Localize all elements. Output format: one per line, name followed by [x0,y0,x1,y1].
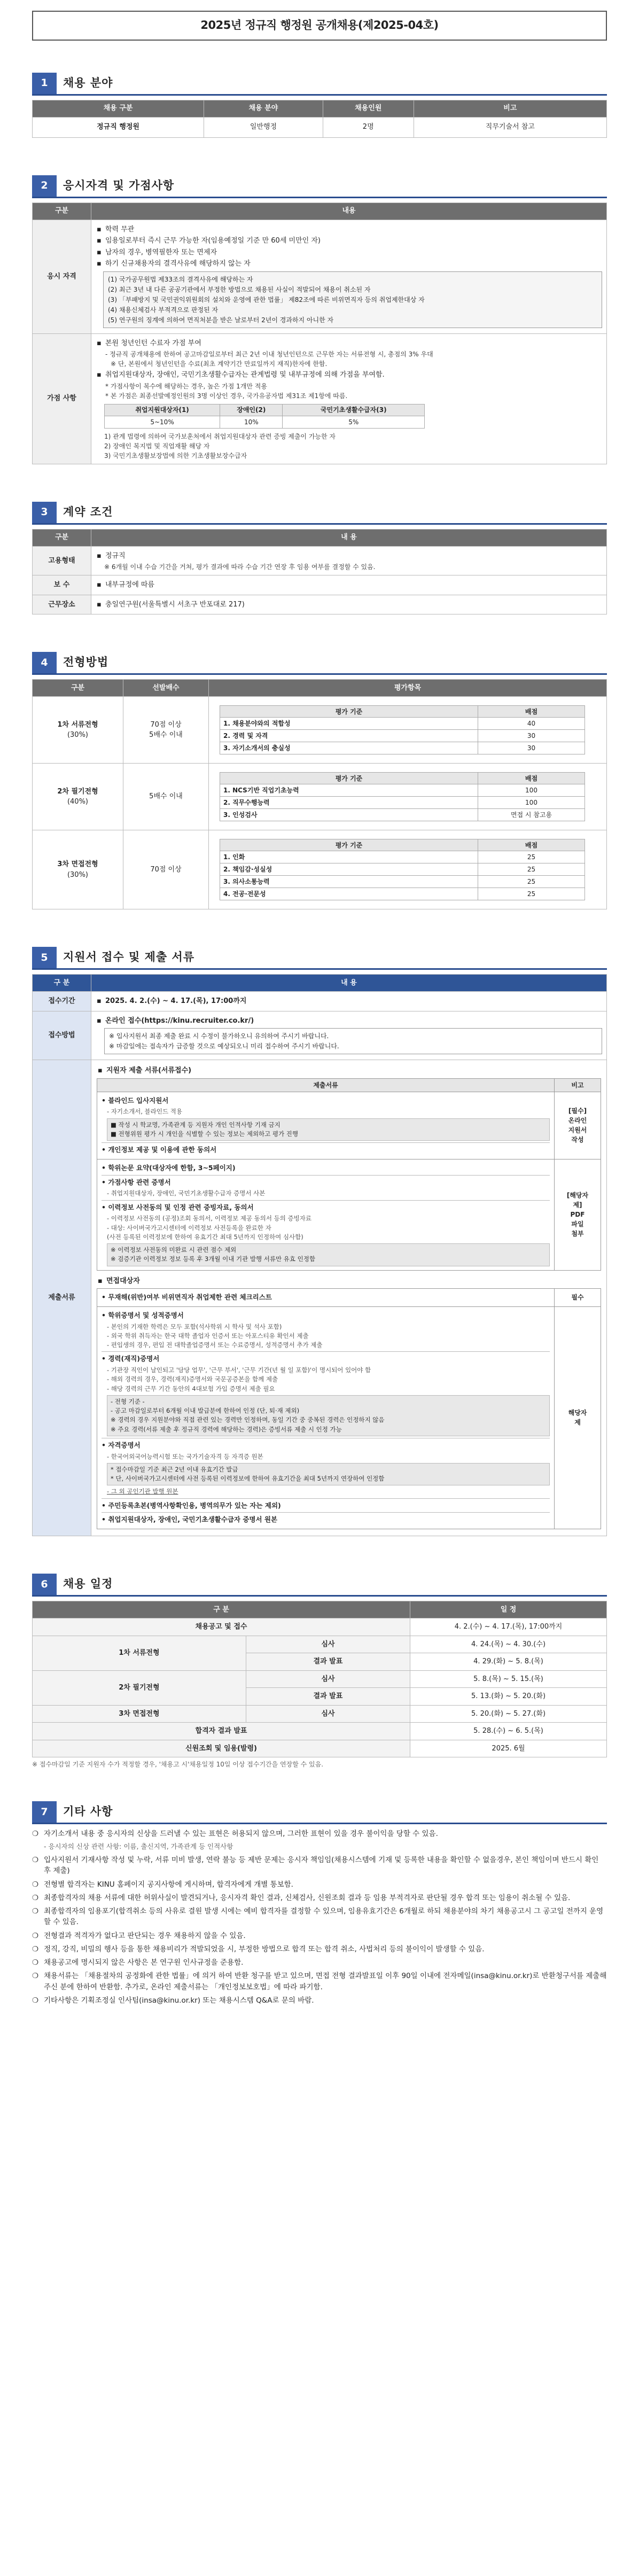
table-header: 내 용 [91,975,607,992]
section-title: 계약 조건 [63,505,113,518]
section-header [32,175,607,198]
section-3 [32,502,607,615]
section-title: 기타 사항 [63,1805,113,1818]
criteria-table: 평가 기준 배점 1. NCS기반 직업기초능력 100 2. 직무수행능력 100 3. 인성검사 면접 시 참고용 [220,772,585,821]
table-header: 평가항목 [209,680,607,697]
list-item: ▪ 본원 청년인턴 수료자 가점 부여 [97,339,201,347]
section-title: 지원서 접수 및 제출 서류 [63,951,195,964]
table-header: 채용 구분 [33,100,204,117]
document-item: • 취업지원대상자, 장애인, 국민기초생활수급자 증명서 원본 [102,1512,550,1525]
table-header: 일 정 [410,1601,607,1618]
selection-method-table [32,679,607,909]
table-cell: 일반행정 [204,117,323,137]
section-header [32,1574,607,1597]
row-label: 가점 사항 [33,333,91,464]
list-item: ▪ 남자의 경우, 병역필한자 또는 면제자 [97,248,217,256]
table-header: 채용 분야 [204,100,323,117]
table-cell: 2명 [323,117,414,137]
list-item: ❍ 채용공고에 명시되지 않은 사항은 본 연구원 인사규정을 준용함. [32,1958,244,1967]
list-item: ▪ 지원자 제출 서류(서류접수) [98,1067,192,1075]
list-item: ▪ 정규직 [97,551,126,560]
table-header: 구 분 [33,975,91,992]
document-list-2: • 무재해(위반)여부 비위면직자 취업제한 관련 체크리스트 필수 • 학위증명서 및 성적증명서 - 본인의 기재한 학력은 모두 포함(석사학위 시 학사 및 석사 포함) - 외국 학위 취득자는 한국 대학 졸업자 인증서 또는 아포스티유 확인서 제출 - 편입생의 경우, 편입 전 대학졸업증명서 또는 수료증명서, 성적증명서 추가 제출 • 경력(재직)증명서 - 기관장 직인이 날인되고 '담당 업무', '근무 부서', '근무 기간(년 월 일 포함)'이 명시되어 있어야 함 - 해외 경력의 경우, 경력(재직)증명서와 국문공증본을 함께 제출 - 해당 경력의 근무 기간 동안의 4대보험 가입 증명서 제출 필요 - 전형 기준 - - 공고 마감일로부터 6개월 이내 발급분에 한하여 인정 (단, 퇴·재 제외) ※ 경력의 경우 지원분야와 직접 관련 있는 경력만 인정하며, 동일 기간 중 중복된 경력은 인정하지 않음 ※ 주요 경력(서류 제출 후 정규직 경력에 해당하는 경력)은 증빙서류 제출 시 인정 가능 • 자격증명서 - 한국어외국어능력시험 또는 국가기술자격 등 자격증 원본 * 접수마감일 기준 최근 2년 이내 유효기간 발급 * 단, 사이버국가고시센터에 사전 등록된 이력정보에 한하여 유효기간을 최대 5년까지 연장하여 인정함 - 그 외 공인기관 발행 원본 • 주민등록초본(병역사항확인용, 병역의무가 있는 자는 제외) • 취업지원대상자, 장애인, 국민기초생활수급자 증명서 원본 해당자 제 [97,1288,601,1529]
list-item: ❍ 최종합격자의 임용포기(합격취소 등의 사유로 결원 발생 시에는 예비 합격자를 결정할 수 있으며, 임용유효기간은 6개월로 하되 채용분야의 차기 채용공고시 그 공고일 전까지 운영할 수 있음. [32,1907,604,1927]
section-6 [32,1574,607,1769]
etc-list: ❍ 자기소개서 내용 중 응시자의 신상을 드러낼 수 있는 표현은 허용되지 않으며, 그러한 표현이 있을 경우 불이익을 당할 수 있음. - 응시자의 신상 관련 사항: 이름, 출신지역, 가족관계 등 인적사항 ❍ 입사지원서 기재사항 작성 및 누락, 서류 미비 발생, 연락 불능 등 제반 문제는 응시자 책임임(채용시스템에 기재 및 등록한 내용을 확인할 수 없을경우, 본인 책임이며 반드시 확인 후 제출) ❍ 전형별 합격자는 KINU 홈페이지 공지사항에 게시하며, 합격자에게 개별 통보함. ❍ 최종합격자의 채용 서류에 대한 허위사실이 발견되거나, 응시자격 확인 결과, 신체검사, 신원조회 결과 등 임용 부적격자로 판단될 경우 합격 또는 임용이 취소될 수 있음. ❍ 최종합격자의 임용포기(합격취소 등의 사유로 결원 발생 시에는 예비 합격자를 결정할 수 있으며, 임용유효기간은 6개월로 하되 채용분야의 차기 채용공고시 그 공고일 전까지 운영할 수 있음. ❍ 전형결과 적격자가 없다고 판단되는 경우 채용하지 않을 수 있음. ❍ 정직, 강직, 비밀의 행사 등을 통한 채용비리가 적발되었을 시, 부정한 방법으로 합격 또는 합격 취소, 사법처리 등의 불이익이 발생할 수 있음. ❍ 채용공고에 명시되지 않은 사항은 본 연구원 인사규정을 준용함. ❍ 채용서류는 「채용절차의 공정화에 관한 법률」에 의거 하여 반환 청구를 받고 있으며, 면접 전형 결과발표일 이후 90일 이내에 전자메일(insa@kinu.or.kr)로 반환청구서를 제출해주신 분에 한하여 반환함. 추가로, 온라인 제출서류는 「개인정보보호법」에 따라 파기함. ❍ 기타사항은 기획조정실 인사팀(insa@kinu.or.kr) 또는 채용시스템 Q&A로 문의 바람. [32,1828,607,2006]
document-item: • 주민등록초본(병역사항확인용, 병역의무가 있는 자는 제외) [102,1498,550,1511]
section-number: 6 [32,1574,57,1595]
list-item: ❍ 자기소개서 내용 중 응시자의 신상을 드러낼 수 있는 표현은 허용되지 않으며, 그러한 표현이 있을 경우 불이익을 당할 수 있음. [32,1830,438,1838]
section-number: 3 [32,502,57,523]
list-item: ▪ 내부규정에 따름 [97,581,155,589]
section-4 [32,652,607,909]
section-title: 채용 일정 [63,1577,113,1591]
document-item: • 가점사항 관련 증명서 [102,1175,550,1188]
schedule-note: ※ 접수마감일 기준 지원자 수가 적정할 경우, '채용고 시'채용일정 10일 이상 접수기간을 연장할 수 있음. [32,1761,324,1768]
disqualification-box: (1) 국가공무원법 제33조의 결격사유에 해당하는 자 (2) 최근 3년 내 다른 공공기관에서 부정한 방법으로 채용된 사실이 적발되어 채용이 취소된 자 (3) 「부패방지 및 국민권익위원회의 설치와 운영에 관한 법률」 제82조에 따른 비위면직자 등의 취업제한대상 자 (4) 채용신체검사 부적격으로 판정된 자 (5) 연구원의 징계에 의하여 면직처분을 받은 날로부터 2년이 경과하지 아니한 자 [103,271,602,328]
list-item: ❍ 채용서류는 「채용절차의 공정화에 관한 법률」에 의거 하여 반환 청구를 받고 있으며, 면접 전형 결과발표일 이후 90일 이내에 전자메일(insa@kinu.or.kr)로 반환청구서를 제출해주신 분에 한하여 반환함. 추가로, 온라인 제출서류는 「개인정보보호법」에 따라 파기함. [32,1972,607,1991]
schedule-table: 구 분 일 정 채용공고 및 접수 4. 2.(수) ~ 4. 17.(목), 17:00까지 1차 서류전형 심사 4. 24.(목) ~ 4. 30.(수) 결과 발표 4. 29.(화) ~ 5. 8.(목) 2차 필기전형 심사 5. 8.(목) ~ 5. 15.(목) 결과 발표 5. 13.(화) ~ 5. 20.(화) 3차 면접전형 심사 5. 20.(화) ~ 5. 27.(화) 합격자 결과 발표 5. 28.(수) ~ 6. 5.(목) 신원조회 및 임용(발령) 2025. 6월 [32,1601,607,1757]
table-cell: 직무기술서 참고 [414,117,606,137]
stage-name: 3차 면접전형 (30%) [33,830,123,909]
section-2 [32,175,607,464]
section-title: 채용 분야 [63,76,113,89]
section-header [32,947,607,970]
stage-name: 1차 서류전형 (30%) [33,697,123,764]
application-table: 구 분 내 용 접수기간 ▪ 2025. 4. 2.(수) ~ 4. 17.(목), 17:00까지 접수방법 ▪ 온라인 접수(https://kinu.recruiter.co.kr/) ※ 입사지원서 최종 제출 완료 시 수정이 불가하오니 유의하여 주시기 바랍니다. ※ 마감일에는 접속자가 급증할 것으로 예상되오니 미리 접수하여 주시기 바랍니다. 제출서류 ▪ 지원자 제출 서류(서류접수) 제출서류 비고 • 블라인드 입사지원서 - 자기소개서, 블라인드 적용 ■ 작성 시 학교명, 가족관계 등 지원자 개인 인적사항 기재 금지 ■ 전형위원 평가 시 개인을 식별할 수 있는 정보는 제외하고 평가 진행 • 개인정보 제공 및 이용에 관한 동의서 [필수] 온라인 지원서 작성 • 학위논문 요약(대상자에 한함, 3~5페이지) • 가점사항 관련 증명서 - 취업지원대상자, 장애인, 국민기초생활수급자 증명서 사본 • 이력정보 사전동의 및 인정 관련 증빙자료, 동의서 - 이력정보 사전동의 (공정)조회 동의서, 이력정보 제공 동의서 등의 증빙자료 - 대상: 사이버국가고시센터에 이력정보 사전등록을 완료한 자 (사전 등록된 이력정보에 한하여 유효기간 최대 5년까지 인정하여 심사함) ※ 이력정보 사전동의 미완료 시 관련 점수 제외 ※ 검증기관 이력정보 정보 등록 후 3개월 이내 기관 발행 서류만 유효 인정함 [해당자 제] PDF 파일 첨부 ▪ 면접대상자 • 무재해(위반)여부 비위면직자 취업제한 관련 체크리스트 필수 • 학위증명서 및 성적증명서 - 본인의 기재한 학력은 모두 포함(석사학위 시 학사 및 석사 포함) - 외국 학위 취득자는 한국 대학 졸업자 인증서 또는 아포스티유 확인서 제출 - 편입생의 경우, 편입 전 대학졸업증명서 또는 수료증명서, 성적증명서 추가 제출 • 경력(재직)증명서 - 기관장 직인이 날인되고 '담당 업무', '근무 부서', '근무 기간(년 월 일 포함)'이 명시되어 있어야 함 - 해외 경력의 경우, 경력(재직)증명서와 국문공증본을 함께 제출 - 해당 경력의 근무 기간 동안의 4대보험 가입 증명서 제출 필요 - 전형 기준 - - 공고 마감일로부터 6개월 이내 발급분에 한하여 인정 (단, 퇴·재 제외) ※ 경력의 경우 지원분야와 직접 관련 있는 경력만 인정하며, 동일 기간 중 중복된 경력은 인정하지 않음 ※ 주요 경력(서류 제출 후 정규직 경력에 해당하는 경력)은 증빙서류 제출 시 인정 가능 • 자격증명서 - 한국어외국어능력시험 또는 국가기술자격 등 자격증 원본 * 접수마감일 기준 최근 2년 이내 유효기간 발급 * 단, 사이버국가고시센터에 사전 등록된 이력정보에 한하여 유효기간을 최대 5년까지 연장하여 인정함 - 그 외 공인기관 발행 원본 • 주민등록초본(병역사항확인용, 병역의무가 있는 자는 제외) • 취업지원대상자, 장애인, 국민기초생활수급자 증명서 원본 해당자 제 [32,974,607,1536]
stage-name: 2차 필기전형 (40%) [33,764,123,830]
section-number: 7 [32,1801,57,1823]
row-label: 응시 자격 [33,220,91,333]
section-title: 전형방법 [63,656,109,669]
section-number: 5 [32,947,57,968]
document-item: • 무재해(위반)여부 비위면직자 취업제한 관련 체크리스트 [102,1293,272,1301]
table-header: 비고 [414,100,606,117]
list-item: ▪ 면접대상자 [98,1277,140,1285]
qualification-table: 구분 내용 응시 자격 ▪ 학력 무관 ▪ 임용일로부터 즉시 근무 가능한 자(임용예정일 기준 만 60세 미만인 자) ▪ 남자의 경우, 병역필한자 또는 면제자 ▪ 하기 신규채용자의 결격사유에 해당하지 않는 자 (1) 국가공무원법 제33조의 결격사유에 해당하는 자 (2) 최근 3년 내 다른 공공기관에서 부정한 방법으로 채용된 사실이 적발되어 채용이 취소된 자 (3) 「부패방지 및 국민권익위원회의 설치와 운영에 관한 법률」 제82조에 따른 비위면직자 등의 취업제한대상 자 (4) 채용신체검사 부적격으로 판정된 자 (5) 연구원의 징계에 의하여 면직처분을 받은 날로부터 2년이 경과하지 아니한 자 가점 사항 ▪ 본원 청년인턴 수료자 가점 부여 - 정규직 공개채용에 한하여 공고마감일로부터 최근 2년 이내 청년인턴으로 근무한 자는 서류전형 시, 총점의 3% 우대 ※ 단, 본원에서 청년인턴을 수료(최초 계약기간 만료일까지 재직)한자에 한함. ▪ 취업지원대상자, 장애인, 국민기초생활수급자는 관계법령 및 내부규정에 의해 가점을 부여함. * 가점사항이 복수에 해당하는 경우, 높은 가점 1개만 적용 * 본 가점은 최종선발예정인원의 3명 이상인 경우, 국가유공자법 제31조 제1항에 따름. 취업지원대상자(1) 장애인(2) 국민기초생활수급자(3) 5~10% 10% 5% 1) 관계 법령에 의하여 국가보훈처에서 취업지원대상자 관련 증빙 제출이 가능한 자 2) 장애인 복지법 및 직업재활 해당 자 3) 국민기초생활보장법에 의한 기초생활보장수급자 [32,203,607,464]
table-header: 구분 [33,529,91,546]
application-link[interactable]: 온라인 접수(https://kinu.recruiter.co.kr/) [105,1016,254,1025]
contract-table: 구분 내 용 고용형태 ▪ 정규직 ※ 6개월 이내 수습 기간을 거쳐, 평가 결과에 따라 수습 기간 연장 후 임용 여부를 결정할 수 있음. 보 수 ▪ 내부규정에 따름 근무장소 ▪ 충일연구원(서울특별시 서초구 반포대로 217) [32,529,607,615]
table-header: 내 용 [91,529,607,546]
table-header: 구 분 [33,1601,410,1618]
document-item: • 개인정보 제공 및 이용에 관한 동의서 [102,1142,550,1155]
list-item: ❍ 전형별 합격자는 KINU 홈페이지 공지사항에 게시하며, 합격자에게 개별 통보함. [32,1880,293,1889]
stage-multiplier: 70점 이상 5배수 이내 [123,697,209,764]
list-item: ▪ 하기 신규채용자의 결격사유에 해당하지 않는 자 [97,260,251,268]
section-number: 2 [32,175,57,197]
section-7 [32,1801,607,2006]
stage-multiplier: 70점 이상 [123,830,209,909]
document-list-1: 제출서류 비고 • 블라인드 입사지원서 - 자기소개서, 블라인드 적용 ■ 작성 시 학교명, 가족관계 등 지원자 개인 인적사항 기재 금지 ■ 전형위원 평가 시 개인을 식별할 수 있는 정보는 제외하고 평가 진행 • 개인정보 제공 및 이용에 관한 동의서 [필수] 온라인 지원서 작성 • 학위논문 요약(대상자에 한함, 3~5페이지) • 가점사항 관련 증명서 - 취업지원대상자, 장애인, 국민기초생활수급자 증명서 사본 • 이력정보 사전동의 및 인정 관련 증빙자료, 동의서 - 이력정보 사전동의 (공정)조회 동의서, 이력정보 제공 동의서 등의 증빙자료 - 대상: 사이버국가고시센터에 이력정보 사전등록을 완료한 자 (사전 등록된 이력정보에 한하여 유효기간 최대 5년까지 인정하여 심사함) ※ 이력정보 사전동의 미완료 시 관련 점수 제외 ※ 검증기관 이력정보 정보 등록 후 3개월 이내 기관 발행 서류만 유효 인정함 [해당자 제] PDF 파일 첨부 [97,1078,601,1271]
bonus-table: 취업지원대상자(1) 장애인(2) 국민기초생활수급자(3) 5~10% 10% 5% [104,404,425,429]
row-label: 고용형태 [33,546,91,575]
document-item: • 블라인드 입사지원서 [102,1096,169,1104]
table-header: 선발배수 [123,680,209,697]
section-header [32,652,607,675]
list-item: ▪ 취업지원대상자, 장애인, 국민기초생활수급자는 관계법령 및 내부규정에 의해 가점을 부여함. [97,371,385,379]
section-header [32,502,607,525]
document-item: • 자격증명서 [102,1438,550,1451]
list-item: ❍ 정직, 강직, 비밀의 행사 등을 통한 채용비리가 적발되었을 시, 부정한 방법으로 합격 또는 합격 취소, 사법처리 등의 불이익이 발생할 수 있음. [32,1944,485,1954]
list-item: ❍ 기타사항은 기획조정실 인사팀(insa@kinu.or.kr) 또는 채용시스템 Q&A로 문의 바람. [32,1996,314,2005]
section-title: 응시자격 및 가점사항 [63,178,175,192]
section-header [32,1801,607,1824]
table-header: 구분 [33,680,123,697]
table-header: 채용인원 [323,100,414,117]
list-item: ▪ 충일연구원(서울특별시 서초구 반포대로 217) [97,600,245,609]
section-header [32,73,607,96]
criteria-table: 평가 기준 배점 1. 인화 25 2. 책임감·성실성 25 3. 의사소통능력 25 4. 전공·전문성 25 [220,839,585,900]
document-item: • 학위논문 요약(대상자에 한함, 3~5페이지) [102,1163,236,1172]
list-item: ▪ 2025. 4. 2.(수) ~ 4. 17.(목), 17:00까지 [97,997,247,1005]
criteria-table: 평가 기준 배점 1. 채용분야와의 적합성 40 2. 경력 및 자격 30 3. 자기소개서의 충실성 30 [220,705,585,754]
list-item: ▪ 임용일로부터 즉시 근무 가능한 자(임용예정일 기준 만 60세 미만인 자) [97,237,321,245]
table-cell: 정규직 행정원 [33,117,204,137]
list-item: ▪ 온라인 접수(https://kinu.recruiter.co.kr/) [97,1016,602,1026]
stage-multiplier: 5배수 이내 [123,764,209,830]
page-title: 2025년 정규직 행정원 공개채용(제2025-04호) [32,11,607,41]
row-label: 근무장소 [33,595,91,614]
list-item: ▪ 학력 무관 [97,225,135,234]
section-number: 4 [32,652,57,673]
row-label: 제출서류 [33,1060,91,1536]
row-label: 보 수 [33,575,91,595]
section-number: 1 [32,73,57,94]
document-item: • 학위증명서 및 성적증명서 [102,1311,184,1319]
document-item: • 경력(재직)증명서 [102,1351,550,1364]
document-item: • 이력정보 사전동의 및 인정 관련 증빙자료, 동의서 [102,1200,550,1213]
row-label: 접수방법 [33,1011,91,1060]
table-header: 내용 [91,203,607,220]
list-item: ❍ 최종합격자의 채용 서류에 대한 허위사실이 발견되거나, 응시자격 확인 결과, 신체검사, 신원조회 결과 등 임용 부적격자로 판단될 경우 합격 또는 임용이 취소될 수 있음. [32,1893,571,1902]
table-header: 구분 [33,203,91,220]
recruit-field-table [32,100,607,138]
row-label: 접수기간 [33,992,91,1011]
section-1 [32,73,607,138]
list-item: ❍ 입사지원서 기재사항 작성 및 누락, 서류 미비 발생, 연락 불능 등 제반 문제는 응시자 책임임(채용시스템에 기재 및 등록한 내용을 확인할 수 없을경우, 본인 책임이며 반드시 확인 후 제출) [32,1856,599,1875]
section-5 [32,947,607,1536]
list-item: ❍ 전형결과 적격자가 없다고 판단되는 경우 채용하지 않을 수 있음. [32,1931,246,1940]
